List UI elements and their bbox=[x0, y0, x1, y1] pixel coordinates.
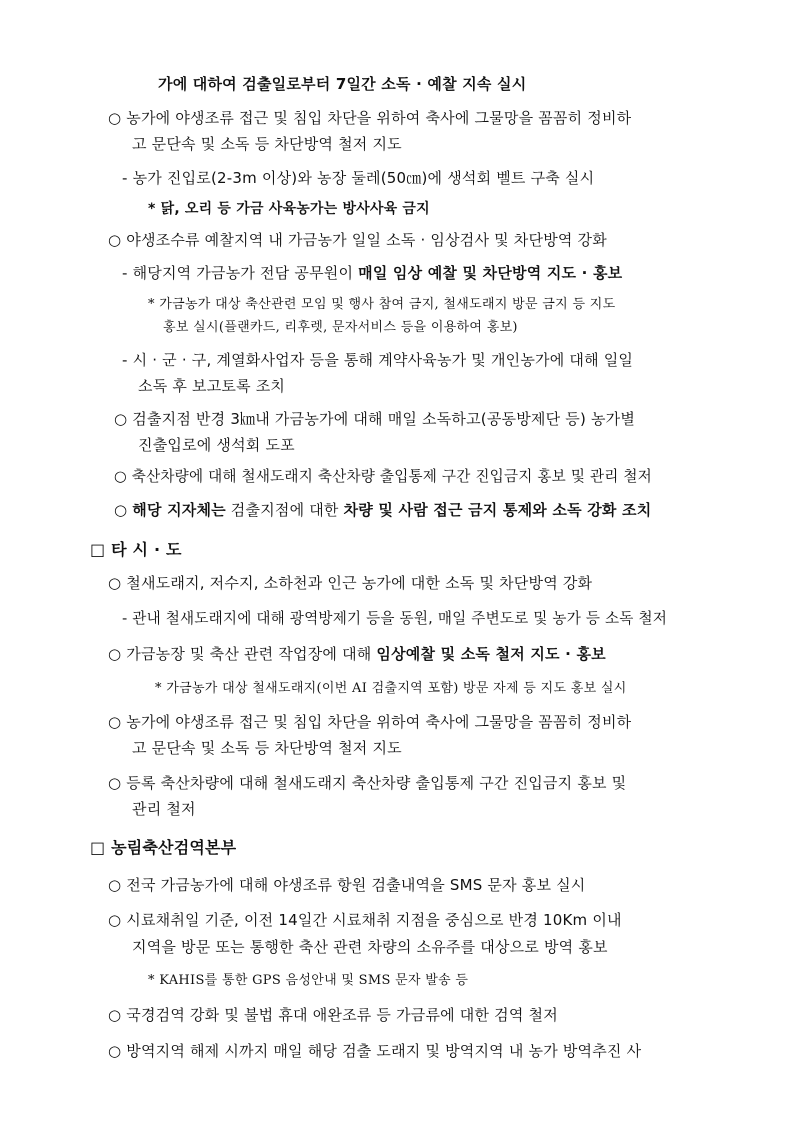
note-item: * 닭, 오리 등 가금 사육농가는 방사사육 금지 bbox=[148, 201, 430, 217]
bullet-item: ○ 시료채취일 기준, 이전 14일간 시료채취 지점을 중심으로 반경 10Km 이내 bbox=[108, 911, 622, 929]
dash-item-cont: 소독 후 보고토록 조치 bbox=[138, 377, 286, 395]
bullet-item: ○ 철새도래지, 저수지, 소하천과 인근 농가에 대한 소독 및 차단방역 강화 bbox=[108, 574, 593, 592]
note-item: * KAHIS를 통한 GPS 음성안내 및 SMS 문자 발송 등 bbox=[148, 973, 469, 988]
emphasis-text: 차량 및 사람 접근 금지 통제와 소독 강화 조치 bbox=[343, 501, 652, 519]
bullet-item-cont: 지역을 방문 또는 통행한 축산 관련 차량의 소유주를 대상으로 방역 홍보 bbox=[132, 938, 608, 956]
bullet-item bbox=[108, 644, 606, 664]
bullet-item: ○ 축산차량에 대해 철새도래지 축산차량 출입통제 구간 진입금지 홍보 및 관리 철저 bbox=[114, 468, 652, 485]
note-item: * 가금농가 대상 철새도래지(이번 AI 검출지역 포함) 방문 자제 등 지도 홍보 실시 bbox=[155, 681, 627, 696]
bullet-item-cont: 진출입로에 생석회 도포 bbox=[138, 436, 295, 454]
bullet-item: ○ 등록 축산차량에 대해 철새도래지 축산차량 출입통제 구간 진입금지 홍보 및 bbox=[108, 774, 627, 792]
text-run: ○ 가금농장 및 축산 관련 작업장에 대해 bbox=[108, 645, 377, 663]
bullet-item: ○ 야생조수류 예찰지역 내 가금농가 일일 소독 · 임상검사 및 차단방역 강화 bbox=[108, 231, 607, 249]
dash-item: - 시 · 군 · 구, 계열화사업자 등을 통해 계약사육농가 및 개인농가에 대해 일일 bbox=[122, 351, 634, 369]
line-continuation-heading: 가에 대하여 검출일로부터 7일간 소독 · 예찰 지속 실시 bbox=[158, 75, 527, 93]
section-heading: □ 농림축산검역본부 bbox=[90, 838, 237, 857]
text-run: ○ bbox=[114, 501, 133, 519]
bullet-item bbox=[114, 500, 651, 520]
bullet-item-cont: 고 문단속 및 소독 등 차단방역 철저 지도 bbox=[132, 135, 402, 153]
note-item-cont: 홍보 실시(플랜카드, 리후렛, 문자서비스 등을 이용하여 홍보) bbox=[163, 320, 518, 335]
bullet-item-cont: 관리 철저 bbox=[132, 800, 196, 818]
bullet-item: ○ 농가에 야생조류 접근 및 침입 차단을 위하여 축사에 그물망을 꼼꼼히 정비하 bbox=[108, 109, 632, 127]
bullet-item: ○ 검출지점 반경 3㎞내 가금농가에 대해 매일 소독하고(공동방제단 등) 농가별 bbox=[114, 410, 636, 428]
emphasis-text: 매일 임상 예찰 및 차단방역 지도 · 홍보 bbox=[358, 264, 623, 282]
emphasis-text: 임상예찰 및 소독 철저 지도 · 홍보 bbox=[376, 645, 606, 663]
bullet-item-cont: 고 문단속 및 소독 등 차단방역 철저 지도 bbox=[132, 739, 402, 757]
emphasis-text: 해당 지자체는 bbox=[132, 501, 226, 519]
bullet-item: ○ 방역지역 해제 시까지 매일 해당 검출 도래지 및 방역지역 내 농가 방역추진 사 bbox=[108, 1042, 642, 1060]
dash-item bbox=[122, 263, 622, 283]
bullet-item: ○ 전국 가금농가에 대해 야생조류 항원 검출내역을 SMS 문자 홍보 실시 bbox=[108, 876, 586, 894]
dash-item: - 관내 철새도래지에 대해 광역방제기 등을 동원, 매일 주변도로 및 농가 등 소독 철저 bbox=[122, 610, 668, 627]
note-item: * 가금농가 대상 축산관련 모임 및 행사 참여 금지, 철새도래지 방문 금지 등 지도 bbox=[148, 297, 616, 312]
bullet-item: ○ 농가에 야생조류 접근 및 침입 차단을 위하여 축사에 그물망을 꼼꼼히 정비하 bbox=[108, 713, 632, 731]
text-run: - 해당지역 가금농가 전담 공무원이 bbox=[122, 264, 359, 282]
text-run: 검출지점에 대한 bbox=[225, 501, 344, 519]
section-heading: □ 타 시 · 도 bbox=[90, 540, 182, 559]
bullet-item: ○ 국경검역 강화 및 불법 휴대 애완조류 등 가금류에 대한 검역 철저 bbox=[108, 1006, 558, 1024]
dash-item: - 농가 진입로(2-3m 이상)와 농장 둘레(50㎝)에 생석회 벨트 구축 실시 bbox=[122, 169, 595, 187]
